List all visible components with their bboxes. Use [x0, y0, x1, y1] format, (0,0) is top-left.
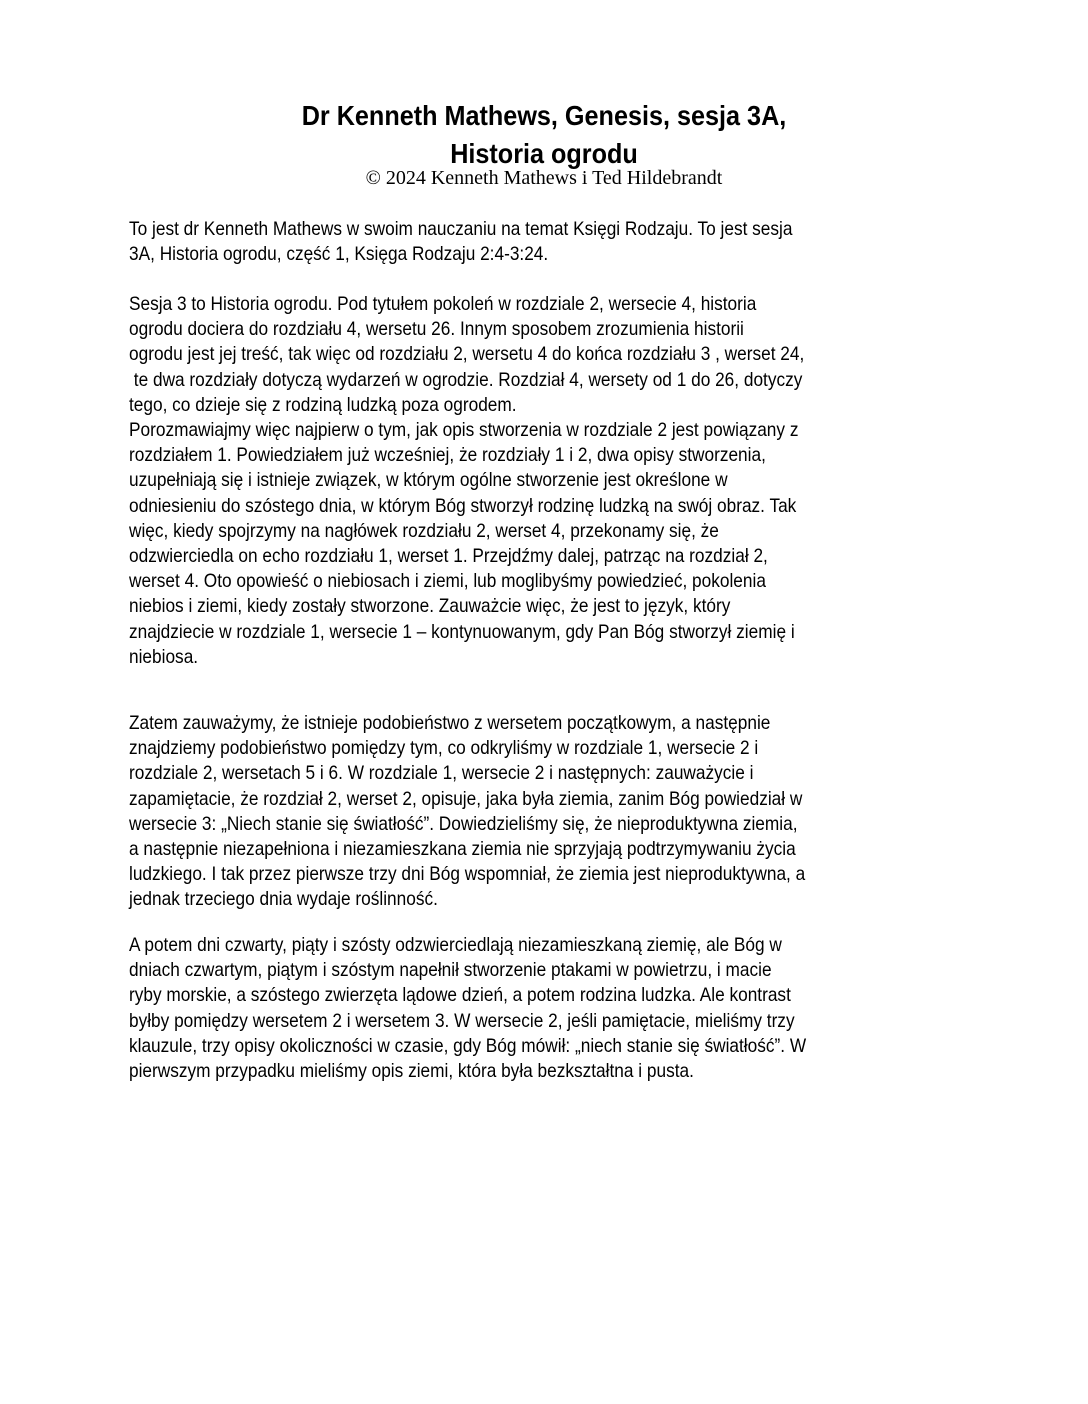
text-line: ryby morskie, a szóstego zwierzęta lądowe dzień, a potem rodzina ludzka. Ale kontrast [129, 984, 791, 1007]
paragraph [129, 933, 806, 1084]
text-line: byłby pomiędzy wersetem 2 i wersetem 3. W wersecie 2, jeśli pamiętacie, mieliśmy trzy [129, 1009, 795, 1032]
text-line: więc, kiedy spojrzymy na nagłówek rozdziału 2, werset 4, przekonamy się, że [129, 519, 719, 542]
text-line: jednak trzeciego dnia wydaje roślinność. [129, 888, 438, 911]
text-line: znajdziemy podobieństwo pomiędzy tym, co odkryliśmy w rozdziale 1, wersecie 2 i [129, 737, 759, 760]
document-title-line-1: Dr Kenneth Mathews, Genesis, sesja 3A, [301, 100, 787, 131]
paragraph [129, 711, 805, 913]
text-line: To jest dr Kenneth Mathews w swoim nauczaniu na temat Księgi Rodzaju. To jest sesja [129, 218, 793, 240]
text-line: ogrodu dociera do rozdziału 4, wersetu 26. Innym sposobem zrozumienia historii [129, 318, 744, 341]
text-line: rozdziałem 1. Powiedziałem już wcześniej, że rozdziały 1 i 2, dwa opisy stworzenia, [129, 444, 766, 467]
text-line: znajdziecie w rozdziale 1, wersecie 1 – kontynuowanym, gdy Pan Bóg stworzył ziemię i [129, 620, 795, 643]
text-line: Porozmawiajmy więc najpierw o tym, jak opis stworzenia w rozdziale 2 jest powiązany z [129, 419, 799, 441]
text-line: dniach czwartym, piątym i szóstym napełnił stworzenie ptakami w powietrzu, i macie [129, 959, 772, 982]
text-line: klauzule, trzy opisy okoliczności w czasie, gdy Bóg mówił: „niech stanie się światłość”. W [129, 1034, 807, 1057]
text-line: A potem dni czwarty, piąty i szósty odzwierciedlają niezamieszkaną ziemię, ale Bóg w [129, 934, 782, 956]
text-line: uzupełniają się i istnieje związek, w którym ogólne stworzenie jest określone w [129, 469, 728, 492]
copyright-notice: © 2024 Kenneth Mathews i Ted Hildebrandt [365, 167, 723, 189]
text-line: a następnie niezapełniona i niezamieszkana ziemia nie sprzyjają podtrzymywaniu życia [129, 838, 796, 861]
text-line: niebiosa. [129, 645, 199, 668]
text-line: odniesieniu do szóstego dnia, w którym Bóg stworzył rodzinę ludzką na swój obraz. Tak [129, 494, 797, 517]
paragraph [129, 418, 798, 670]
text-line: wersecie 3: „Niech stanie się światłość”. Dowiedzieliśmy się, że nieproduktywna ziemia, [129, 812, 798, 835]
text-line: werset 4. Oto opowieść o niebiosach i ziemi, lub moglibyśmy powiedzieć, pokolenia [129, 570, 766, 593]
text-line: zapamiętacie, że rozdział 2, werset 2, opisuje, jaka była ziemia, zanim Bóg powiedział w [129, 787, 803, 810]
paragraph [129, 292, 804, 418]
text-line: te dwa rozdziały dotyczą wydarzeń w ogrodzie. Rozdział 4, wersety od 1 do 26, dotyczy [129, 368, 803, 391]
text-line: rozdziale 2, wersetach 5 i 6. W rozdziale 1, wersecie 2 i następnych: zauważycie i [129, 762, 754, 785]
text-line: niebios i ziemi, kiedy zostały stworzone. Zauważcie więc, że jest to język, który [129, 595, 731, 618]
text-line: ludzkiego. I tak przez pierwsze trzy dni Bóg wspomniał, że ziemia jest nieproduktywna, a [129, 863, 806, 886]
text-line: ogrodu jest jej treść, tak więc od rozdziału 2, wersetu 4 do końca rozdziału 3 , werset 24, [129, 343, 805, 366]
paragraph [129, 217, 792, 267]
text-line: pierwszym przypadku mieliśmy opis ziemi, która była bezkształtna i pusta. [129, 1060, 694, 1083]
text-line: Zatem zauważymy, że istnieje podobieństwo z wersetem początkowym, a następnie [129, 712, 771, 734]
text-line: 3A, Historia ogrodu, część 1, Księga Rodzaju 2:4-3:24. [129, 243, 549, 266]
document-title-line-2: Historia ogrodu [450, 138, 638, 169]
text-line: Sesja 3 to Historia ogrodu. Pod tytułem pokoleń w rozdziale 2, wersecie 4, historia [129, 293, 757, 315]
text-line: odzwierciedla on echo rozdziału 1, werset 1. Przejdźmy dalej, patrząc na rozdział 2, [129, 545, 768, 568]
text-line: tego, co dzieje się z rodziną ludzką poza ogrodem. [129, 393, 517, 416]
